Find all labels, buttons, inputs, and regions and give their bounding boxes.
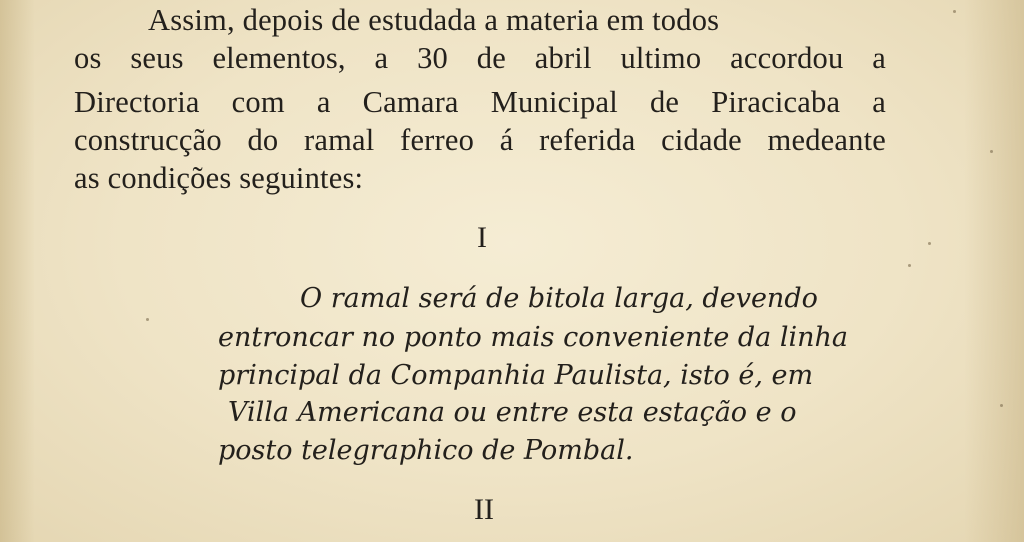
clause-numeral-two: II xyxy=(474,493,494,526)
paragraph-line-2: os seus elementos, a 30 de abril ultimo accordou a xyxy=(74,41,886,75)
paper-speck xyxy=(908,264,911,267)
paragraph-line-3: Directoria com a Camara Municipal de Piracicaba a xyxy=(74,85,886,119)
page-shadow-right xyxy=(964,0,1024,542)
page-shadow-left xyxy=(0,0,34,542)
paragraph-line-4: construcção do ramal ferreo á referida cidade medeante xyxy=(74,123,886,157)
clause-numeral-one: I xyxy=(477,221,487,254)
clause-one-line-2: entroncar no ponto mais conveniente da linha xyxy=(218,322,849,353)
clause-one-line-3: principal da Companhia Paulista, isto é, em xyxy=(218,360,814,391)
paper-speck xyxy=(146,318,149,321)
paragraph-line-5: as condições seguintes: xyxy=(74,161,364,195)
paper-speck xyxy=(1000,404,1003,407)
clause-one-line-4: Villa Americana ou entre esta estação e o xyxy=(228,397,797,428)
clause-one-line-5: posto telegraphico de Pombal. xyxy=(218,435,634,466)
paragraph-line-1: Assim, depois de estudada a materia em todos xyxy=(148,3,720,37)
paper-speck xyxy=(928,242,931,245)
paper-speck xyxy=(990,150,993,153)
clause-one-line-1: O ramal será de bitola larga, devendo xyxy=(300,283,818,314)
paper-speck xyxy=(953,10,956,13)
